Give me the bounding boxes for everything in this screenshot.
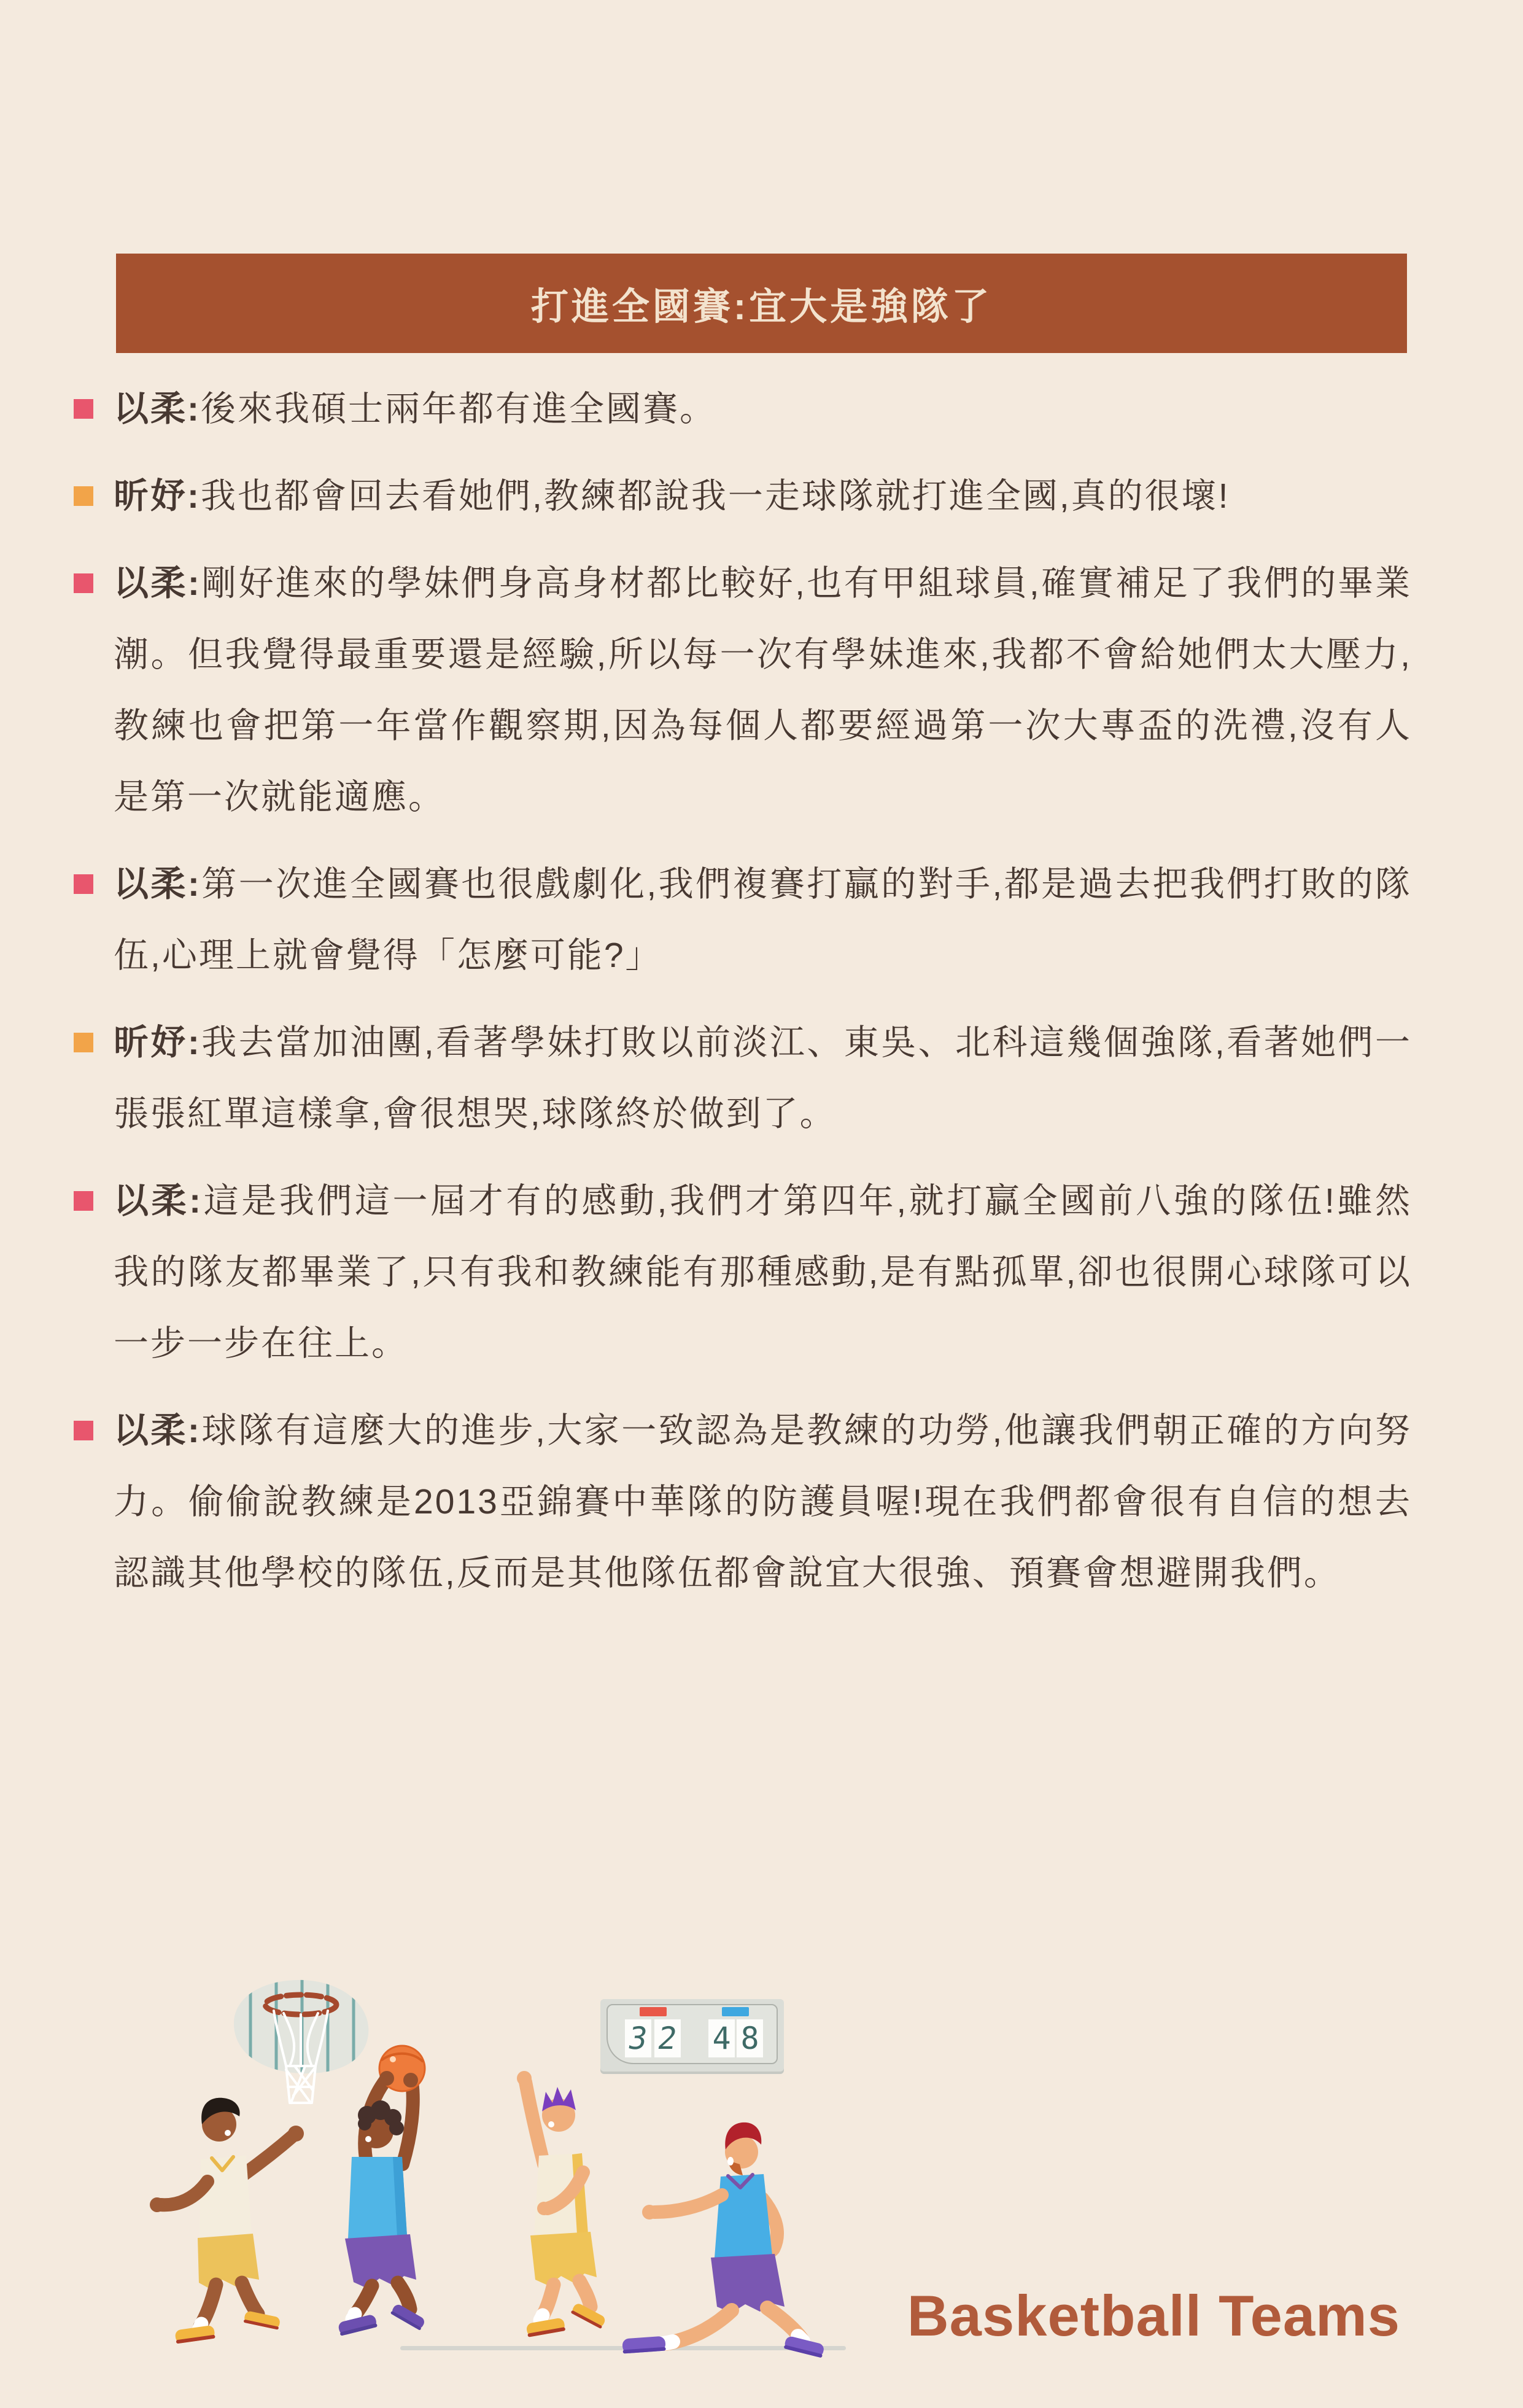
page-title: 打進全國賽:宜大是強隊了 <box>530 285 993 327</box>
away-score-digit: 8 <box>737 2019 763 2057</box>
dialogue-text: 這是我們這一屆才有的感動,我們才第四年,就打贏全國前八強的隊伍!雖然我的隊友都畢業了,只有我和教練能有那種感動,是有點孤單,卻也很開心球隊可以一步一步在往上。 <box>114 1181 1412 1363</box>
dialogue-list <box>74 373 1412 1609</box>
dialogue-item <box>74 849 1412 991</box>
dialogue-paragraph <box>114 1165 1412 1379</box>
dialogue-paragraph <box>114 1007 1412 1149</box>
home-team-color-bar <box>640 2007 667 2016</box>
dialogue-item <box>74 1165 1412 1379</box>
away-score-digit: 4 <box>708 2019 735 2057</box>
speaker-name: 以柔: <box>114 864 201 904</box>
title-banner <box>116 254 1407 353</box>
basketball-player-1 <box>150 2098 304 2344</box>
speaker-name: 以柔: <box>114 389 201 429</box>
speaker-name: 以柔: <box>114 564 201 603</box>
dialogue-paragraph <box>114 1395 1412 1609</box>
dialogue-item <box>74 460 1412 532</box>
away-team-color-bar <box>722 2007 749 2016</box>
basketball-player-2 <box>338 2046 427 2336</box>
page <box>0 254 1523 2408</box>
basketball-player-4 <box>622 2123 825 2358</box>
dialogue-text: 我也都會回去看她們,教練都說我一走球隊就打進全國,真的很壞! <box>200 476 1230 516</box>
dialogue-text: 球隊有這麼大的進步,大家一致認為是教練的功勞,他讓我們朝正確的方向努力。偷偷說教練是2013亞錦賽中華隊的防護員喔!現在我們都會很有自信的想去認識其他學校的隊伍,反而是其他隊伍都會說宜大很強、預賽會想避開我們。 <box>114 1411 1413 1593</box>
scoreboard-icon <box>600 1999 784 2072</box>
dialogue-item <box>74 373 1412 445</box>
basketball-hoop-icon <box>234 1978 368 2103</box>
speaker-name: 以柔: <box>114 1411 201 1450</box>
bullet-marker <box>74 1033 93 1052</box>
dialogue-item <box>74 1395 1412 1609</box>
dialogue-item <box>74 548 1412 833</box>
dialogue-paragraph <box>114 373 1412 445</box>
bullet-marker <box>74 1191 93 1211</box>
basketball-player-3 <box>517 2071 606 2337</box>
footer-brand: Basketball Teams <box>907 2283 1400 2348</box>
bullet-marker <box>74 874 93 894</box>
dialogue-paragraph <box>114 548 1412 833</box>
bullet-marker <box>74 573 93 593</box>
speaker-name: 以柔: <box>114 1181 203 1221</box>
bullet-marker <box>74 1421 93 1440</box>
bullet-marker <box>74 486 93 506</box>
dialogue-text: 我去當加油團,看著學妹打敗以前淡江、東吳、北科這幾個強隊,看著她們一張張紅單這樣拿,會很想哭,球隊終於做到了。 <box>114 1023 1413 1133</box>
dialogue-paragraph <box>114 460 1412 532</box>
home-score-digit: 3 <box>626 2021 651 2056</box>
dialogue-item <box>74 1007 1412 1149</box>
dialogue-text: 剛好進來的學妹們身高身材都比較好,也有甲組球員,確實補足了我們的畢業潮。但我覺得最重要還是經驗,所以每一次有學妹進來,我都不會給她們太大壓力,教練也會把第一年當作觀察期,因為每個人都要經過第一次大專盃的洗禮,沒有人是第一次就能適應。 <box>114 564 1413 817</box>
dialogue-paragraph <box>114 849 1412 991</box>
bullet-marker <box>74 399 93 419</box>
speaker-name: 昕妤: <box>114 476 201 516</box>
speaker-name: 昕妤: <box>114 1023 201 1062</box>
dialogue-text: 後來我碩士兩年都有進全國賽。 <box>200 389 716 429</box>
dialogue-text: 第一次進全國賽也很戲劇化,我們複賽打贏的對手,都是過去把我們打敗的隊伍,心理上就會覺得「怎麼可能?」 <box>114 864 1413 975</box>
home-score-digit: 2 <box>655 2021 680 2056</box>
